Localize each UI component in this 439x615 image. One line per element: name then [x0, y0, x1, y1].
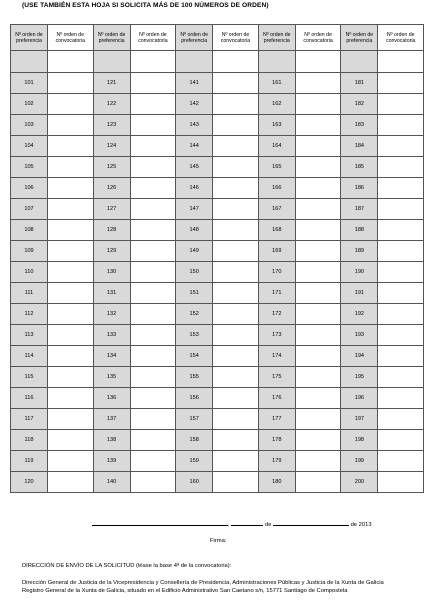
table-row	[11, 451, 424, 472]
conv-entry-cell[interactable]	[213, 241, 259, 262]
conv-header: Nº orden de convocatoria	[295, 25, 341, 51]
table-row	[11, 241, 424, 262]
pref-number-cell: 166	[258, 178, 295, 199]
month-blank[interactable]	[273, 519, 349, 526]
conv-entry-cell[interactable]	[213, 262, 259, 283]
conv-entry-cell[interactable]	[130, 472, 176, 493]
pref-number-cell: 132	[93, 304, 130, 325]
conv-entry-cell[interactable]	[378, 409, 424, 430]
conv-entry-cell[interactable]	[378, 73, 424, 94]
conv-entry-cell[interactable]	[295, 430, 341, 451]
pref-number-cell: 160	[176, 472, 213, 493]
pref-number-cell: 199	[341, 451, 378, 472]
pref-number-cell: 168	[258, 220, 295, 241]
direction-body	[22, 580, 424, 595]
conv-entry-cell[interactable]	[213, 199, 259, 220]
pref-number-cell: 120	[11, 472, 48, 493]
pref-number-cell: 178	[258, 430, 295, 451]
conv-entry-cell[interactable]	[213, 178, 259, 199]
pref-number-cell: 154	[176, 346, 213, 367]
conv-entry-cell[interactable]	[378, 220, 424, 241]
pref-number-cell: 128	[93, 220, 130, 241]
pref-number-cell: 131	[93, 283, 130, 304]
table-row	[11, 367, 424, 388]
pref-number-cell: 148	[176, 220, 213, 241]
direction-address-2: Registro General de la Xunta de Galicia, situado en el Edificio Administrativo San Caetano s/n, 15771 Santiago de Compostela	[22, 588, 348, 594]
conv-entry-cell[interactable]	[295, 367, 341, 388]
pref-number-cell: 198	[341, 430, 378, 451]
pref-number-cell: 127	[93, 199, 130, 220]
conv-entry-cell[interactable]	[378, 115, 424, 136]
conv-entry-cell[interactable]	[130, 136, 176, 157]
conv-entry-cell[interactable]	[213, 304, 259, 325]
conv-entry-cell[interactable]	[295, 157, 341, 178]
pref-number-cell: 111	[11, 283, 48, 304]
conv-entry-cell[interactable]	[378, 157, 424, 178]
conv-entry-cell[interactable]	[295, 262, 341, 283]
conv-entry-cell[interactable]	[213, 430, 259, 451]
pref-number-cell: 153	[176, 325, 213, 346]
pref-number-cell: 109	[11, 241, 48, 262]
conv-entry-cell[interactable]	[213, 94, 259, 115]
pref-number-cell: 138	[93, 430, 130, 451]
conv-entry-cell[interactable]	[213, 220, 259, 241]
pref-number-cell: 133	[93, 325, 130, 346]
conv-entry-cell[interactable]	[48, 262, 94, 283]
order-number-table	[10, 24, 424, 493]
conv-entry-cell[interactable]	[213, 451, 259, 472]
pref-number-cell: 150	[176, 262, 213, 283]
pref-number-cell: 176	[258, 388, 295, 409]
conv-entry-cell[interactable]	[378, 136, 424, 157]
pref-number-cell: 144	[176, 136, 213, 157]
pref-number-cell: 177	[258, 409, 295, 430]
conv-entry-cell[interactable]	[130, 262, 176, 283]
conv-entry-cell[interactable]	[130, 241, 176, 262]
pref-number-cell: 151	[176, 283, 213, 304]
conv-entry-cell[interactable]	[130, 346, 176, 367]
day-blank[interactable]	[231, 519, 263, 526]
pref-number-cell: 135	[93, 367, 130, 388]
conv-entry-cell[interactable]	[295, 94, 341, 115]
conv-entry-cell[interactable]	[295, 115, 341, 136]
conv-entry-cell[interactable]	[378, 283, 424, 304]
conv-entry-cell[interactable]	[130, 115, 176, 136]
conv-entry-cell[interactable]	[130, 73, 176, 94]
pref-number-cell: 191	[341, 283, 378, 304]
pref-number-cell: 173	[258, 325, 295, 346]
pref-number-cell: 125	[93, 157, 130, 178]
blank-pref-cell	[176, 51, 213, 73]
conv-entry-cell[interactable]	[48, 157, 94, 178]
pref-number-cell: 117	[11, 409, 48, 430]
conv-entry-cell[interactable]	[213, 136, 259, 157]
conv-entry-cell[interactable]	[48, 115, 94, 136]
pref-number-cell: 101	[11, 73, 48, 94]
pref-number-cell: 186	[341, 178, 378, 199]
conv-entry-cell[interactable]	[213, 472, 259, 493]
table-row	[11, 346, 424, 367]
conv-entry-cell[interactable]	[378, 241, 424, 262]
firma-label: Firma:	[210, 538, 227, 544]
conv-entry-cell[interactable]	[295, 178, 341, 199]
conv-entry-cell[interactable]	[48, 199, 94, 220]
conv-entry-cell[interactable]	[378, 262, 424, 283]
pref-number-cell: 189	[341, 241, 378, 262]
pref-number-cell: 165	[258, 157, 295, 178]
pref-number-cell: 129	[93, 241, 130, 262]
pref-number-cell: 118	[11, 430, 48, 451]
pref-number-cell: 196	[341, 388, 378, 409]
blank-pref-cell	[341, 51, 378, 73]
table-row	[11, 115, 424, 136]
blank-conv-cell[interactable]	[48, 51, 94, 73]
pref-number-cell: 105	[11, 157, 48, 178]
conv-entry-cell[interactable]	[295, 325, 341, 346]
pref-number-cell: 137	[93, 409, 130, 430]
pref-number-cell: 187	[341, 199, 378, 220]
conv-entry-cell[interactable]	[213, 115, 259, 136]
conv-entry-cell[interactable]	[130, 94, 176, 115]
table-row	[11, 178, 424, 199]
pref-number-cell: 162	[258, 94, 295, 115]
pref-number-cell: 188	[341, 220, 378, 241]
pref-number-cell: 169	[258, 241, 295, 262]
pref-number-cell: 141	[176, 73, 213, 94]
pref-number-cell: 134	[93, 346, 130, 367]
pref-number-cell: 149	[176, 241, 213, 262]
conv-entry-cell[interactable]	[213, 157, 259, 178]
conv-entry-cell[interactable]	[378, 199, 424, 220]
pref-header: Nº orden de preferencia	[11, 25, 48, 51]
conv-entry-cell[interactable]	[130, 388, 176, 409]
table-row	[11, 430, 424, 451]
pref-number-cell: 200	[341, 472, 378, 493]
conv-entry-cell[interactable]	[378, 346, 424, 367]
conv-entry-cell[interactable]	[130, 367, 176, 388]
conv-entry-cell[interactable]	[130, 178, 176, 199]
pref-number-cell: 106	[11, 178, 48, 199]
pref-number-cell: 197	[341, 409, 378, 430]
conv-entry-cell[interactable]	[295, 241, 341, 262]
pref-number-cell: 140	[93, 472, 130, 493]
conv-entry-cell[interactable]	[295, 388, 341, 409]
conv-entry-cell[interactable]	[48, 367, 94, 388]
pref-number-cell: 143	[176, 115, 213, 136]
conv-entry-cell[interactable]	[295, 73, 341, 94]
pref-number-cell: 113	[11, 325, 48, 346]
pref-number-cell: 181	[341, 73, 378, 94]
conv-header: Nº orden de convocatoria	[213, 25, 259, 51]
conv-entry-cell[interactable]	[295, 409, 341, 430]
conv-entry-cell[interactable]	[213, 388, 259, 409]
table-row	[11, 262, 424, 283]
conv-entry-cell[interactable]	[213, 325, 259, 346]
table-row	[11, 472, 424, 493]
table-row	[11, 283, 424, 304]
blank-conv-cell[interactable]	[213, 51, 259, 73]
pref-number-cell: 145	[176, 157, 213, 178]
blank-pref-cell	[258, 51, 295, 73]
conv-entry-cell[interactable]	[48, 136, 94, 157]
pref-number-cell: 119	[11, 451, 48, 472]
pref-number-cell: 115	[11, 367, 48, 388]
year-label: 2013	[358, 522, 372, 528]
conv-entry-cell[interactable]	[378, 367, 424, 388]
page-instruction-header: (USE TAMBIÉN ESTA HOJA SI SOLICITA MÁS DE 100 NÚMEROS DE ORDEN)	[22, 2, 269, 9]
conv-entry-cell[interactable]	[378, 451, 424, 472]
pref-number-cell: 102	[11, 94, 48, 115]
pref-number-cell: 146	[176, 178, 213, 199]
pref-number-cell: 185	[341, 157, 378, 178]
pref-number-cell: 194	[341, 346, 378, 367]
table-row	[11, 199, 424, 220]
conv-entry-cell[interactable]	[295, 451, 341, 472]
pref-number-cell: 157	[176, 409, 213, 430]
pref-number-cell: 107	[11, 199, 48, 220]
pref-number-cell: 103	[11, 115, 48, 136]
conv-entry-cell[interactable]	[48, 220, 94, 241]
conv-entry-cell[interactable]	[378, 472, 424, 493]
conv-entry-cell[interactable]	[295, 472, 341, 493]
conv-entry-cell[interactable]	[130, 283, 176, 304]
pref-number-cell: 192	[341, 304, 378, 325]
table-row	[11, 157, 424, 178]
conv-header: Nº orden de convocatoria	[130, 25, 176, 51]
pref-number-cell: 156	[176, 388, 213, 409]
table-row	[11, 388, 424, 409]
conv-header: Nº orden de convocatoria	[378, 25, 424, 51]
direction-title: DIRECCIÓN DE ENVÍO DE LA SOLICITUD (léase la base 4ª de la convocatoria):	[22, 563, 232, 569]
conv-entry-cell[interactable]	[130, 325, 176, 346]
signature-date-line: , de de 2013	[92, 519, 372, 528]
blank-pref-cell	[93, 51, 130, 73]
conv-entry-cell[interactable]	[130, 220, 176, 241]
conv-entry-cell[interactable]	[295, 283, 341, 304]
pref-header: Nº orden de preferencia	[258, 25, 295, 51]
conv-entry-cell[interactable]	[48, 346, 94, 367]
conv-entry-cell[interactable]	[130, 157, 176, 178]
table-row	[11, 220, 424, 241]
pref-number-cell: 193	[341, 325, 378, 346]
pref-number-cell: 195	[341, 367, 378, 388]
pref-number-cell: 167	[258, 199, 295, 220]
pref-number-cell: 123	[93, 115, 130, 136]
table-row	[11, 136, 424, 157]
pref-number-cell: 112	[11, 304, 48, 325]
table-row	[11, 73, 424, 94]
pref-number-cell: 164	[258, 136, 295, 157]
conv-entry-cell[interactable]	[48, 409, 94, 430]
pref-number-cell: 161	[258, 73, 295, 94]
pref-header: Nº orden de preferencia	[341, 25, 378, 51]
conv-entry-cell[interactable]	[295, 199, 341, 220]
conv-header: Nº orden de convocatoria	[48, 25, 94, 51]
pref-number-cell: 171	[258, 283, 295, 304]
conv-entry-cell[interactable]	[295, 346, 341, 367]
pref-number-cell: 174	[258, 346, 295, 367]
pref-number-cell: 110	[11, 262, 48, 283]
conv-entry-cell[interactable]	[48, 430, 94, 451]
pref-number-cell: 136	[93, 388, 130, 409]
pref-number-cell: 121	[93, 73, 130, 94]
conv-entry-cell[interactable]	[48, 73, 94, 94]
pref-number-cell: 163	[258, 115, 295, 136]
pref-number-cell: 180	[258, 472, 295, 493]
conv-entry-cell[interactable]	[48, 178, 94, 199]
pref-number-cell: 114	[11, 346, 48, 367]
pref-number-cell: 116	[11, 388, 48, 409]
pref-number-cell: 183	[341, 115, 378, 136]
conv-entry-cell[interactable]	[130, 304, 176, 325]
conv-entry-cell[interactable]	[295, 304, 341, 325]
conv-entry-cell[interactable]	[48, 472, 94, 493]
pref-number-cell: 142	[176, 94, 213, 115]
pref-number-cell: 190	[341, 262, 378, 283]
blank-conv-cell[interactable]	[130, 51, 176, 73]
conv-entry-cell[interactable]	[48, 283, 94, 304]
conv-entry-cell[interactable]	[295, 220, 341, 241]
conv-entry-cell[interactable]	[48, 325, 94, 346]
pref-number-cell: 126	[93, 178, 130, 199]
conv-entry-cell[interactable]	[213, 409, 259, 430]
pref-number-cell: 184	[341, 136, 378, 157]
conv-entry-cell[interactable]	[378, 304, 424, 325]
pref-number-cell: 159	[176, 451, 213, 472]
conv-entry-cell[interactable]	[130, 409, 176, 430]
direction-address-1: Dirección General de Justicia de la Vicepresidencia y Consellería de Presidencia, Administraciones Públicas y Justicia de la Xunta de Galicia	[22, 580, 384, 586]
pref-number-cell: 139	[93, 451, 130, 472]
blank-conv-cell[interactable]	[378, 51, 424, 73]
conv-entry-cell[interactable]	[378, 325, 424, 346]
conv-entry-cell[interactable]	[130, 199, 176, 220]
pref-number-cell: 124	[93, 136, 130, 157]
place-blank[interactable]	[92, 519, 228, 526]
conv-entry-cell[interactable]	[48, 388, 94, 409]
pref-header: Nº orden de preferencia	[93, 25, 130, 51]
pref-number-cell: 182	[341, 94, 378, 115]
pref-number-cell: 155	[176, 367, 213, 388]
pref-number-cell: 108	[11, 220, 48, 241]
table-row	[11, 304, 424, 325]
pref-number-cell: 179	[258, 451, 295, 472]
pref-number-cell: 152	[176, 304, 213, 325]
conv-entry-cell[interactable]	[295, 136, 341, 157]
table-row	[11, 409, 424, 430]
pref-number-cell: 158	[176, 430, 213, 451]
pref-number-cell: 130	[93, 262, 130, 283]
conv-entry-cell[interactable]	[48, 241, 94, 262]
pref-number-cell: 175	[258, 367, 295, 388]
conv-entry-cell[interactable]	[130, 430, 176, 451]
pref-number-cell: 170	[258, 262, 295, 283]
conv-entry-cell[interactable]	[378, 388, 424, 409]
conv-entry-cell[interactable]	[378, 178, 424, 199]
pref-number-cell: 172	[258, 304, 295, 325]
conv-entry-cell[interactable]	[213, 346, 259, 367]
pref-number-cell: 122	[93, 94, 130, 115]
blank-pref-cell	[11, 51, 48, 73]
conv-entry-cell[interactable]	[48, 94, 94, 115]
table-row	[11, 325, 424, 346]
blank-conv-cell[interactable]	[295, 51, 341, 73]
table-row	[11, 94, 424, 115]
conv-entry-cell[interactable]	[213, 283, 259, 304]
pref-number-cell: 147	[176, 199, 213, 220]
conv-entry-cell[interactable]	[213, 73, 259, 94]
conv-entry-cell[interactable]	[48, 451, 94, 472]
conv-entry-cell[interactable]	[48, 304, 94, 325]
conv-entry-cell[interactable]	[378, 94, 424, 115]
conv-entry-cell[interactable]	[213, 367, 259, 388]
conv-entry-cell[interactable]	[378, 430, 424, 451]
conv-entry-cell[interactable]	[130, 451, 176, 472]
pref-header: Nº orden de preferencia	[176, 25, 213, 51]
pref-number-cell: 104	[11, 136, 48, 157]
